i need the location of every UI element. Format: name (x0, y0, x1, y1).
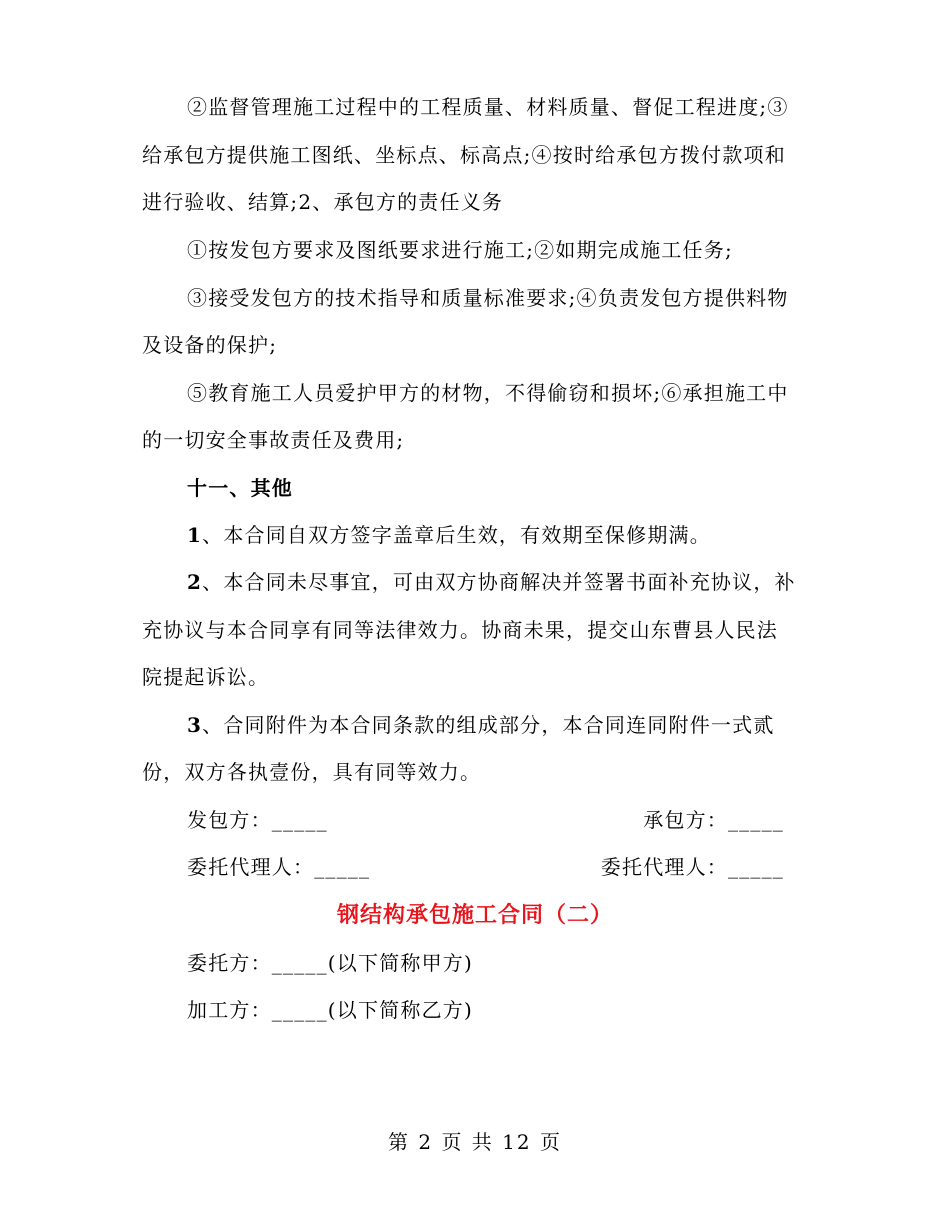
body-line-2: 给承包方提供施工图纸、坐标点、标高点;④按时给承包方拨付款项和 (142, 143, 786, 167)
clause-2-cont-1: 充协议与本合同享有同等法律效力。协商未果，提交山东曹县人民法 (142, 618, 778, 642)
clause-3 (187, 713, 775, 737)
processor-party: 加工方：_____(以下简称乙方) (187, 998, 474, 1022)
clause-3-text: 、合同附件为本合同条款的组成部分，本合同连同附件一式贰 (202, 713, 775, 737)
body-line-7: ⑤教育施工人员爱护甲方的材物，不得偷窃和损坏;⑥承担施工中 (187, 381, 789, 405)
contract-title: 钢结构承包施工合同（二） (336, 902, 613, 928)
body-line-3: 进行验收、结算;2、承包方的责任义务 (142, 190, 504, 214)
clause-3-cont-1: 份，双方各执壹份，具有同等效力。 (142, 760, 482, 784)
clause-2 (187, 570, 796, 594)
body-line-1: ②监督管理施工过程中的工程质量、材料质量、督促工程进度;③ (187, 95, 789, 119)
clause-1-text: 、本合同自双方签字盖章后生效，有效期至保修期满。 (202, 523, 711, 547)
body-line-4: ①按发包方要求及图纸要求进行施工;②如期完成施工任务; (187, 238, 733, 262)
section-heading: 十一、其他 (187, 476, 293, 500)
agent-right-signature: 委托代理人：_____ (600, 855, 784, 879)
clause-3-number: 3 (187, 713, 203, 737)
page-footer: 第 2 页 共 12 页 (388, 1130, 562, 1154)
body-line-6: 及设备的保护; (142, 333, 278, 357)
contractor-signature: 承包方：_____ (643, 808, 784, 832)
clause-2-text: 、本合同未尽事宜，可由双方协商解决并签署书面补充协议，补 (202, 570, 796, 594)
clause-2-cont-2: 院提起诉讼。 (142, 665, 270, 689)
clause-1-number: 1 (187, 523, 203, 547)
body-line-5: ③接受发包方的技术指导和质量标准要求;④负责发包方提供料物 (187, 286, 789, 310)
body-line-8: 的一切安全事故责任及费用; (142, 428, 405, 452)
client-party: 委托方：_____(以下简称甲方) (187, 951, 474, 975)
clause-1 (187, 523, 711, 547)
issuer-signature: 发包方：_____ (187, 808, 328, 832)
clause-2-number: 2 (187, 570, 203, 594)
agent-left-signature: 委托代理人：_____ (187, 855, 371, 879)
